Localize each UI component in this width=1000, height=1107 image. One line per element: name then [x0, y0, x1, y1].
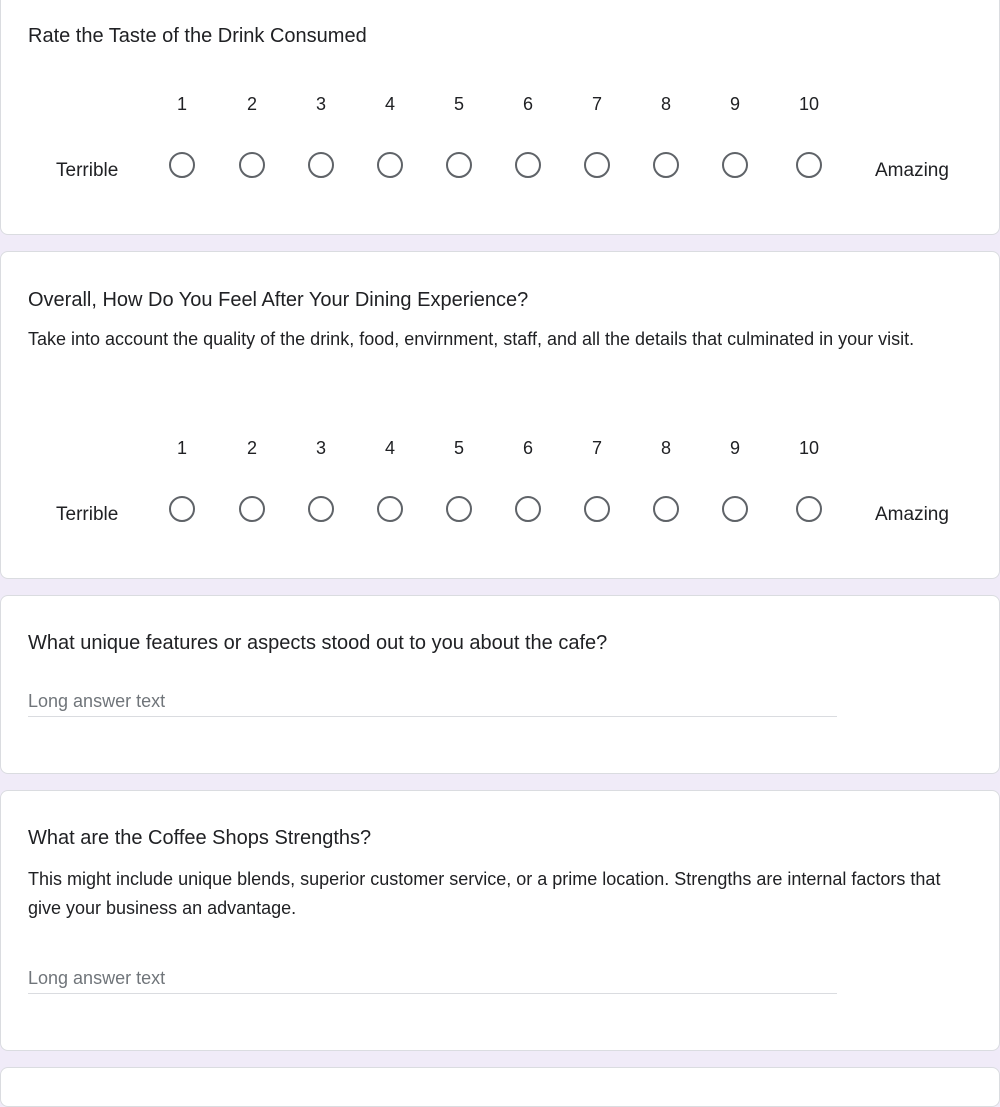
scale-radio-1[interactable] — [169, 152, 195, 178]
scale-number: 4 — [384, 438, 395, 458]
question-title: What are the Coffee Shops Strengths? — [28, 827, 372, 849]
question-title: What unique features or aspects stood out to you about the cafe? — [28, 632, 608, 654]
scale-radio-2[interactable] — [239, 496, 265, 522]
scale-number: 7 — [591, 438, 602, 458]
scale-radio-2[interactable] — [239, 152, 265, 178]
question-card-strengths — [0, 790, 1000, 1051]
scale-number: 8 — [660, 94, 671, 114]
question-card-taste-rating — [0, 0, 1000, 235]
question-card-next — [0, 1067, 1000, 1107]
question-description: This might include unique blends, superior customer service, or a prime location. Strengths are internal factors that give your business an advantage. — [28, 869, 941, 918]
scale-number: 6 — [522, 94, 533, 114]
scale-radio-8[interactable] — [653, 496, 679, 522]
question-card-unique-features — [0, 595, 1000, 774]
scale-number: 5 — [453, 438, 464, 458]
question-title: Overall, How Do You Feel After Your Dining Experience? — [28, 289, 529, 311]
long-answer-input[interactable] — [28, 963, 837, 994]
scale-number: 9 — [729, 438, 740, 458]
scale-number: 5 — [453, 94, 464, 114]
scale-number: 2 — [246, 94, 257, 114]
scale-number: 3 — [315, 438, 326, 458]
scale-radio-1[interactable] — [169, 496, 195, 522]
scale-number: 10 — [798, 438, 820, 458]
scale-radio-9[interactable] — [722, 496, 748, 522]
scale-number: 9 — [729, 94, 740, 114]
scale-number: 1 — [176, 438, 187, 458]
scale-low-label: Terrible — [56, 504, 119, 525]
scale-high-label: Amazing — [875, 504, 949, 525]
scale-radio-6[interactable] — [515, 496, 541, 522]
scale-number: 1 — [176, 94, 187, 114]
scale-radio-4[interactable] — [377, 496, 403, 522]
question-card-overall-feeling — [0, 251, 1000, 579]
scale-radio-9[interactable] — [722, 152, 748, 178]
scale-radio-5[interactable] — [446, 152, 472, 178]
scale-radio-3[interactable] — [308, 496, 334, 522]
question-description: Take into account the quality of the drink, food, envirnment, staff, and all the details that culminated in your visit. — [28, 329, 915, 349]
scale-radio-7[interactable] — [584, 496, 610, 522]
scale-number: 10 — [798, 94, 820, 114]
scale-radio-3[interactable] — [308, 152, 334, 178]
scale-number: 7 — [591, 94, 602, 114]
scale-radio-6[interactable] — [515, 152, 541, 178]
question-title: Rate the Taste of the Drink Consumed — [28, 25, 367, 47]
scale-radio-5[interactable] — [446, 496, 472, 522]
scale-number: 6 — [522, 438, 533, 458]
scale-number: 3 — [315, 94, 326, 114]
scale-low-label: Terrible — [56, 160, 119, 181]
scale-radio-10[interactable] — [796, 496, 822, 522]
scale-radio-8[interactable] — [653, 152, 679, 178]
scale-radio-10[interactable] — [796, 152, 822, 178]
scale-number: 8 — [660, 438, 671, 458]
scale-high-label: Amazing — [875, 160, 949, 181]
long-answer-input[interactable] — [28, 686, 837, 717]
scale-number: 2 — [246, 438, 257, 458]
scale-radio-7[interactable] — [584, 152, 610, 178]
scale-number: 4 — [384, 94, 395, 114]
scale-radio-4[interactable] — [377, 152, 403, 178]
